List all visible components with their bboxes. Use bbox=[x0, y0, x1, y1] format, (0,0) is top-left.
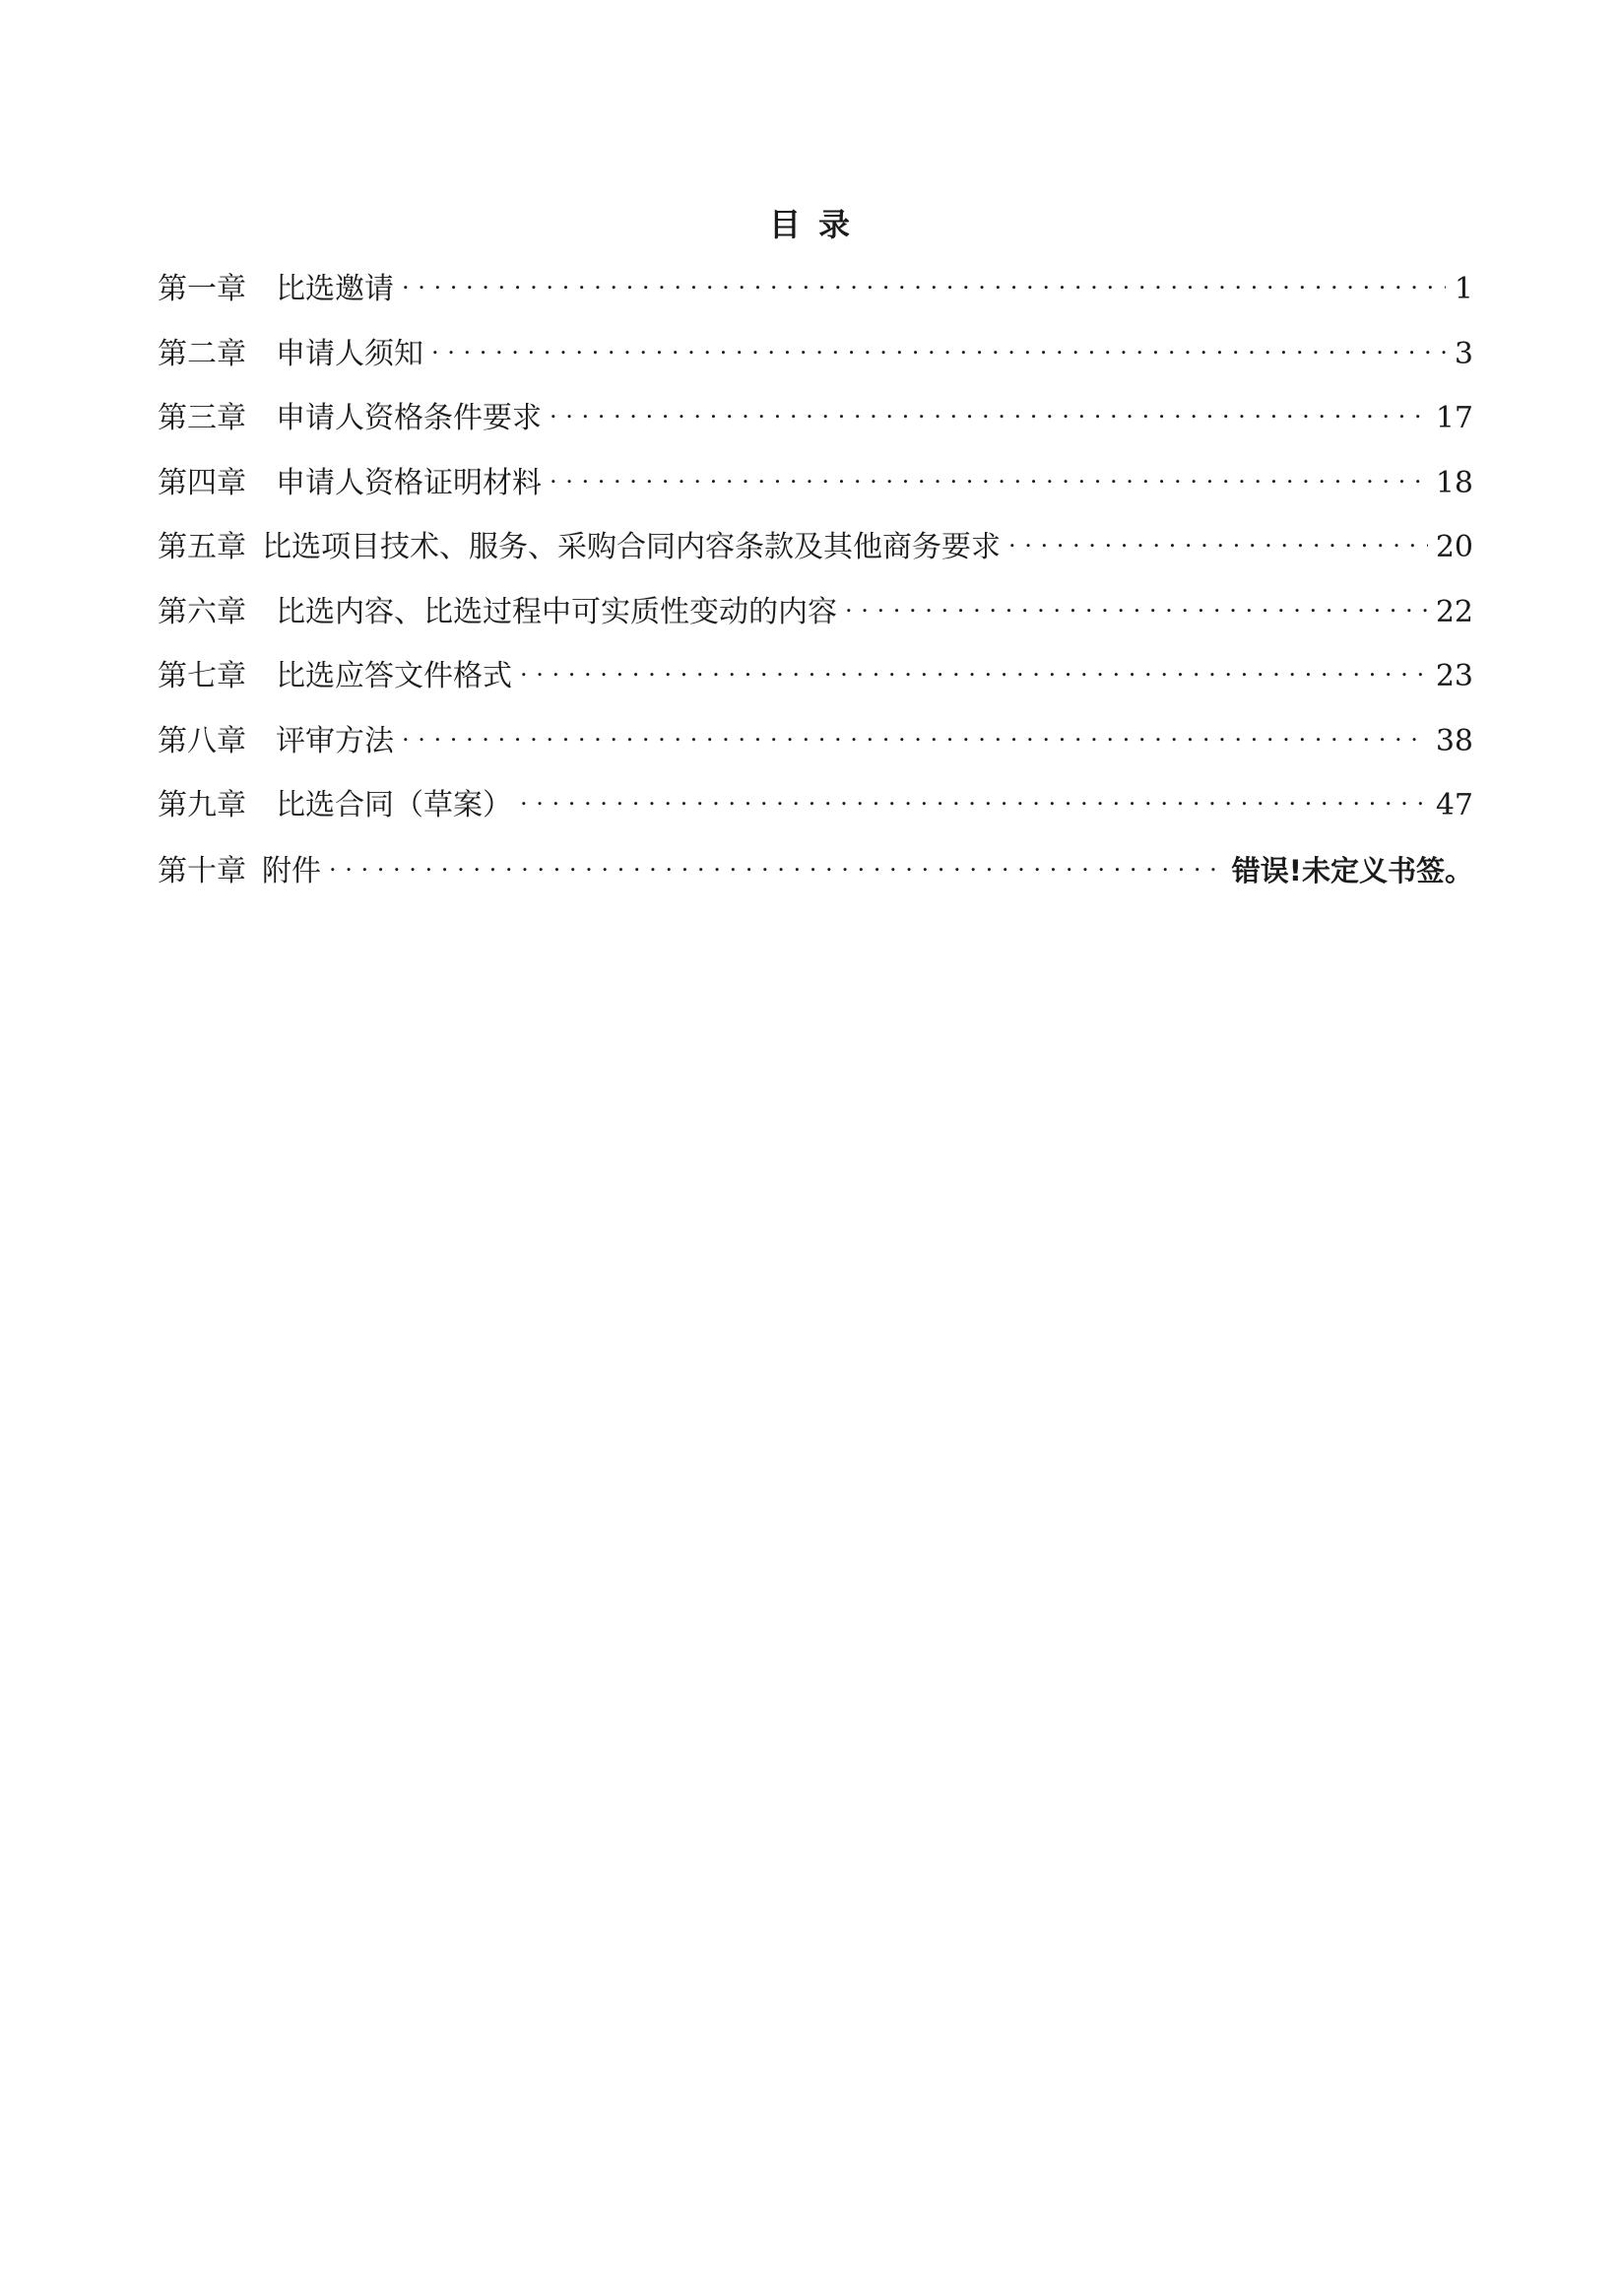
toc-chapter: 第五章 bbox=[158, 530, 246, 564]
toc-page-number: 23 bbox=[1435, 659, 1473, 693]
toc-list bbox=[158, 266, 1473, 911]
toc-name: 比选合同（草案） bbox=[276, 788, 512, 822]
toc-entry[interactable] bbox=[158, 460, 1473, 525]
toc-entry[interactable] bbox=[158, 653, 1473, 718]
toc-chapter: 第一章 bbox=[158, 272, 246, 306]
toc-leader-dots bbox=[520, 656, 1428, 686]
toc-page-number: 22 bbox=[1435, 594, 1473, 629]
toc-title bbox=[0, 203, 1621, 246]
toc-name: 比选应答文件格式 bbox=[276, 659, 512, 693]
toc-leader-dots bbox=[845, 592, 1428, 622]
toc-name: 比选内容、比选过程中可实质性变动的内容 bbox=[276, 594, 837, 629]
toc-name: 比选项目技术、服务、采购合同内容条款及其他商务要求 bbox=[262, 530, 1001, 564]
toc-page-number: 3 bbox=[1454, 336, 1473, 371]
toc-entry[interactable] bbox=[158, 718, 1473, 783]
toc-title-char-2: 录 bbox=[818, 206, 853, 243]
toc-name: 评审方法 bbox=[276, 723, 394, 758]
toc-leader-dots bbox=[1008, 527, 1428, 557]
toc-entry[interactable] bbox=[158, 266, 1473, 331]
toc-chapter: 第七章 bbox=[158, 659, 246, 693]
toc-chapter: 第六章 bbox=[158, 594, 246, 629]
toc-page-number: 18 bbox=[1435, 465, 1473, 500]
toc-page-error: 错误!未定义书签。 bbox=[1231, 853, 1473, 887]
toc-leader-dots bbox=[402, 269, 1446, 298]
toc-entry[interactable] bbox=[158, 524, 1473, 589]
toc-leader-dots bbox=[520, 785, 1428, 815]
toc-leader-dots bbox=[431, 334, 1446, 363]
toc-entry[interactable] bbox=[158, 331, 1473, 396]
toc-name: 申请人资格条件要求 bbox=[276, 401, 542, 435]
toc-leader-dots bbox=[329, 851, 1224, 881]
toc-chapter: 第十章 bbox=[158, 853, 246, 888]
toc-chapter: 第八章 bbox=[158, 723, 246, 758]
toc-title-char-1: 目 bbox=[768, 206, 803, 243]
toc-leader-dots bbox=[550, 463, 1428, 492]
toc-chapter: 第四章 bbox=[158, 465, 246, 500]
toc-entry[interactable] bbox=[158, 782, 1473, 847]
toc-entry[interactable] bbox=[158, 589, 1473, 654]
toc-leader-dots bbox=[402, 721, 1428, 751]
toc-page-number: 17 bbox=[1435, 401, 1473, 435]
toc-chapter: 第二章 bbox=[158, 336, 246, 371]
toc-chapter: 第三章 bbox=[158, 401, 246, 435]
toc-chapter: 第九章 bbox=[158, 788, 246, 822]
toc-name: 申请人须知 bbox=[276, 336, 423, 371]
toc-entry[interactable] bbox=[158, 847, 1473, 912]
toc-page-number: 47 bbox=[1435, 788, 1473, 822]
toc-entry[interactable] bbox=[158, 395, 1473, 460]
toc-name: 附件 bbox=[262, 853, 321, 888]
toc-page-number: 20 bbox=[1435, 530, 1473, 564]
toc-page-number: 1 bbox=[1454, 272, 1473, 306]
toc-page-number: 38 bbox=[1435, 723, 1473, 758]
toc-name: 申请人资格证明材料 bbox=[276, 465, 542, 500]
toc-leader-dots bbox=[550, 398, 1428, 427]
toc-name: 比选邀请 bbox=[276, 272, 394, 306]
